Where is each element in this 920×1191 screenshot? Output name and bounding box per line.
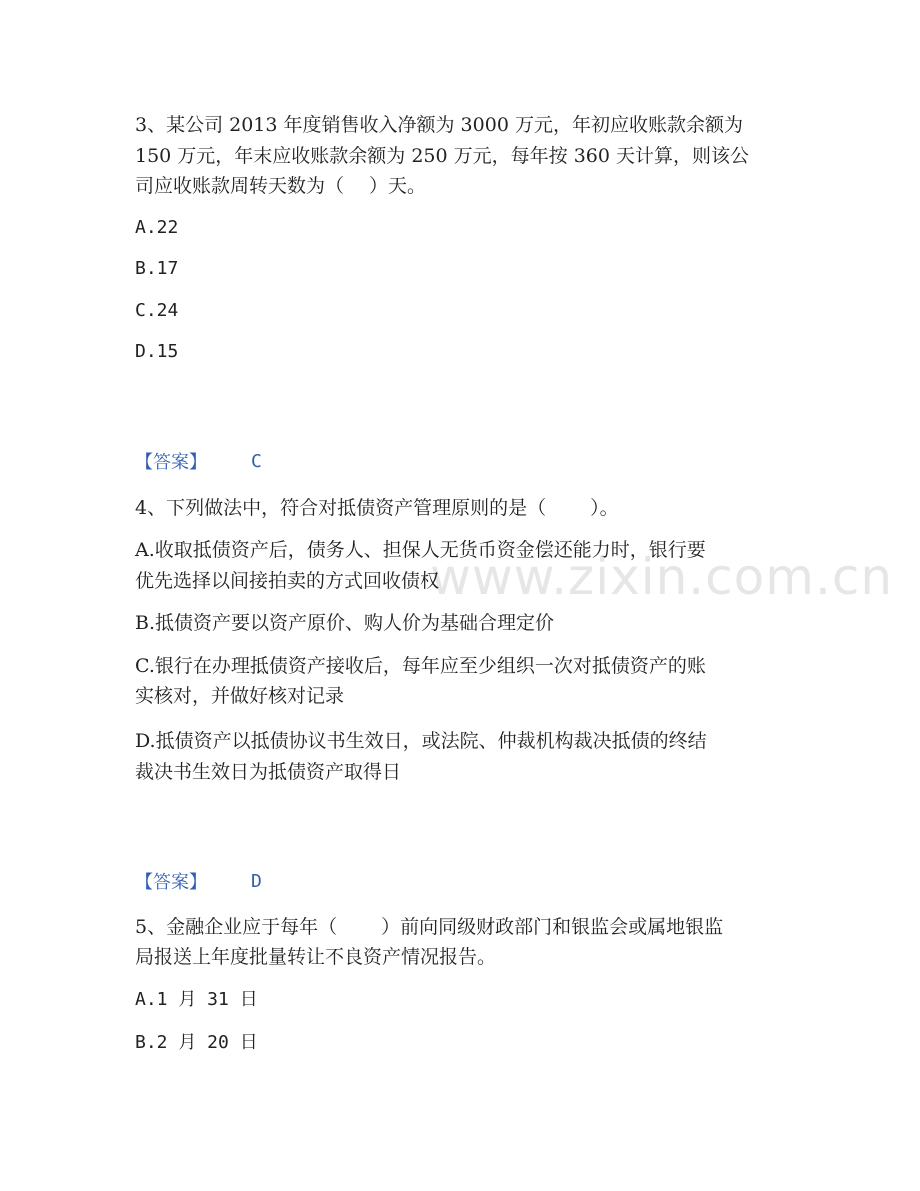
question-text-line: 局报送上年度批量转让不良资产情况报告。 bbox=[135, 946, 497, 968]
question-text-line: 3、某公司 2013 年度销售收入净额为 3000 万元，年初应收账款余额为 bbox=[135, 114, 743, 136]
option-d-line: 裁决书生效日为抵债资产取得日 bbox=[135, 761, 402, 783]
option-a-line: A.收取抵债资产后，债务人、担保人无货币资金偿还能力时，银行要 bbox=[135, 539, 706, 561]
option-c-line: 实核对，并做好核对记录 bbox=[135, 685, 345, 707]
option-a: A.1 月 31 日 bbox=[135, 989, 258, 1010]
option-d-line: D.抵债资产以抵债协议书生效日，或法院、仲裁机构裁决抵债的终结 bbox=[135, 730, 707, 752]
option-b-line: B.抵债资产要以资产原价、购人价为基础合理定价 bbox=[135, 612, 555, 634]
question-text-line: 4、下列做法中，符合对抵债资产管理原则的是（ ）。 bbox=[135, 497, 619, 519]
option-b: B.17 bbox=[135, 258, 179, 279]
option-a-line: 优先选择以间接拍卖的方式回收债权 bbox=[135, 570, 440, 592]
option-a: A.22 bbox=[135, 217, 179, 238]
question-text-line: 5、金融企业应于每年（ ）前向同级财政部门和银监会或属地银监 bbox=[135, 916, 724, 938]
answer-row bbox=[135, 447, 262, 478]
answer-label: 【答案】 bbox=[135, 452, 207, 473]
question-text-line: 150 万元，年末应收账款余额为 250 万元，每年按 360 天计算，则该公 bbox=[135, 145, 749, 167]
option-d: D.15 bbox=[135, 341, 179, 362]
option-c-line: C.银行在办理抵债资产接收后，每年应至少组织一次对抵债资产的账 bbox=[135, 655, 706, 677]
answer-label: 【答案】 bbox=[135, 872, 207, 893]
answer-value: D bbox=[251, 871, 262, 892]
answer-row bbox=[135, 867, 262, 898]
question-text-line: 司应收账款周转天数为（ ）天。 bbox=[135, 175, 427, 197]
option-b: B.2 月 20 日 bbox=[135, 1032, 258, 1053]
watermark: www.zixin.com.cn bbox=[430, 548, 894, 606]
option-c: C.24 bbox=[135, 300, 179, 321]
answer-value: C bbox=[251, 451, 262, 472]
